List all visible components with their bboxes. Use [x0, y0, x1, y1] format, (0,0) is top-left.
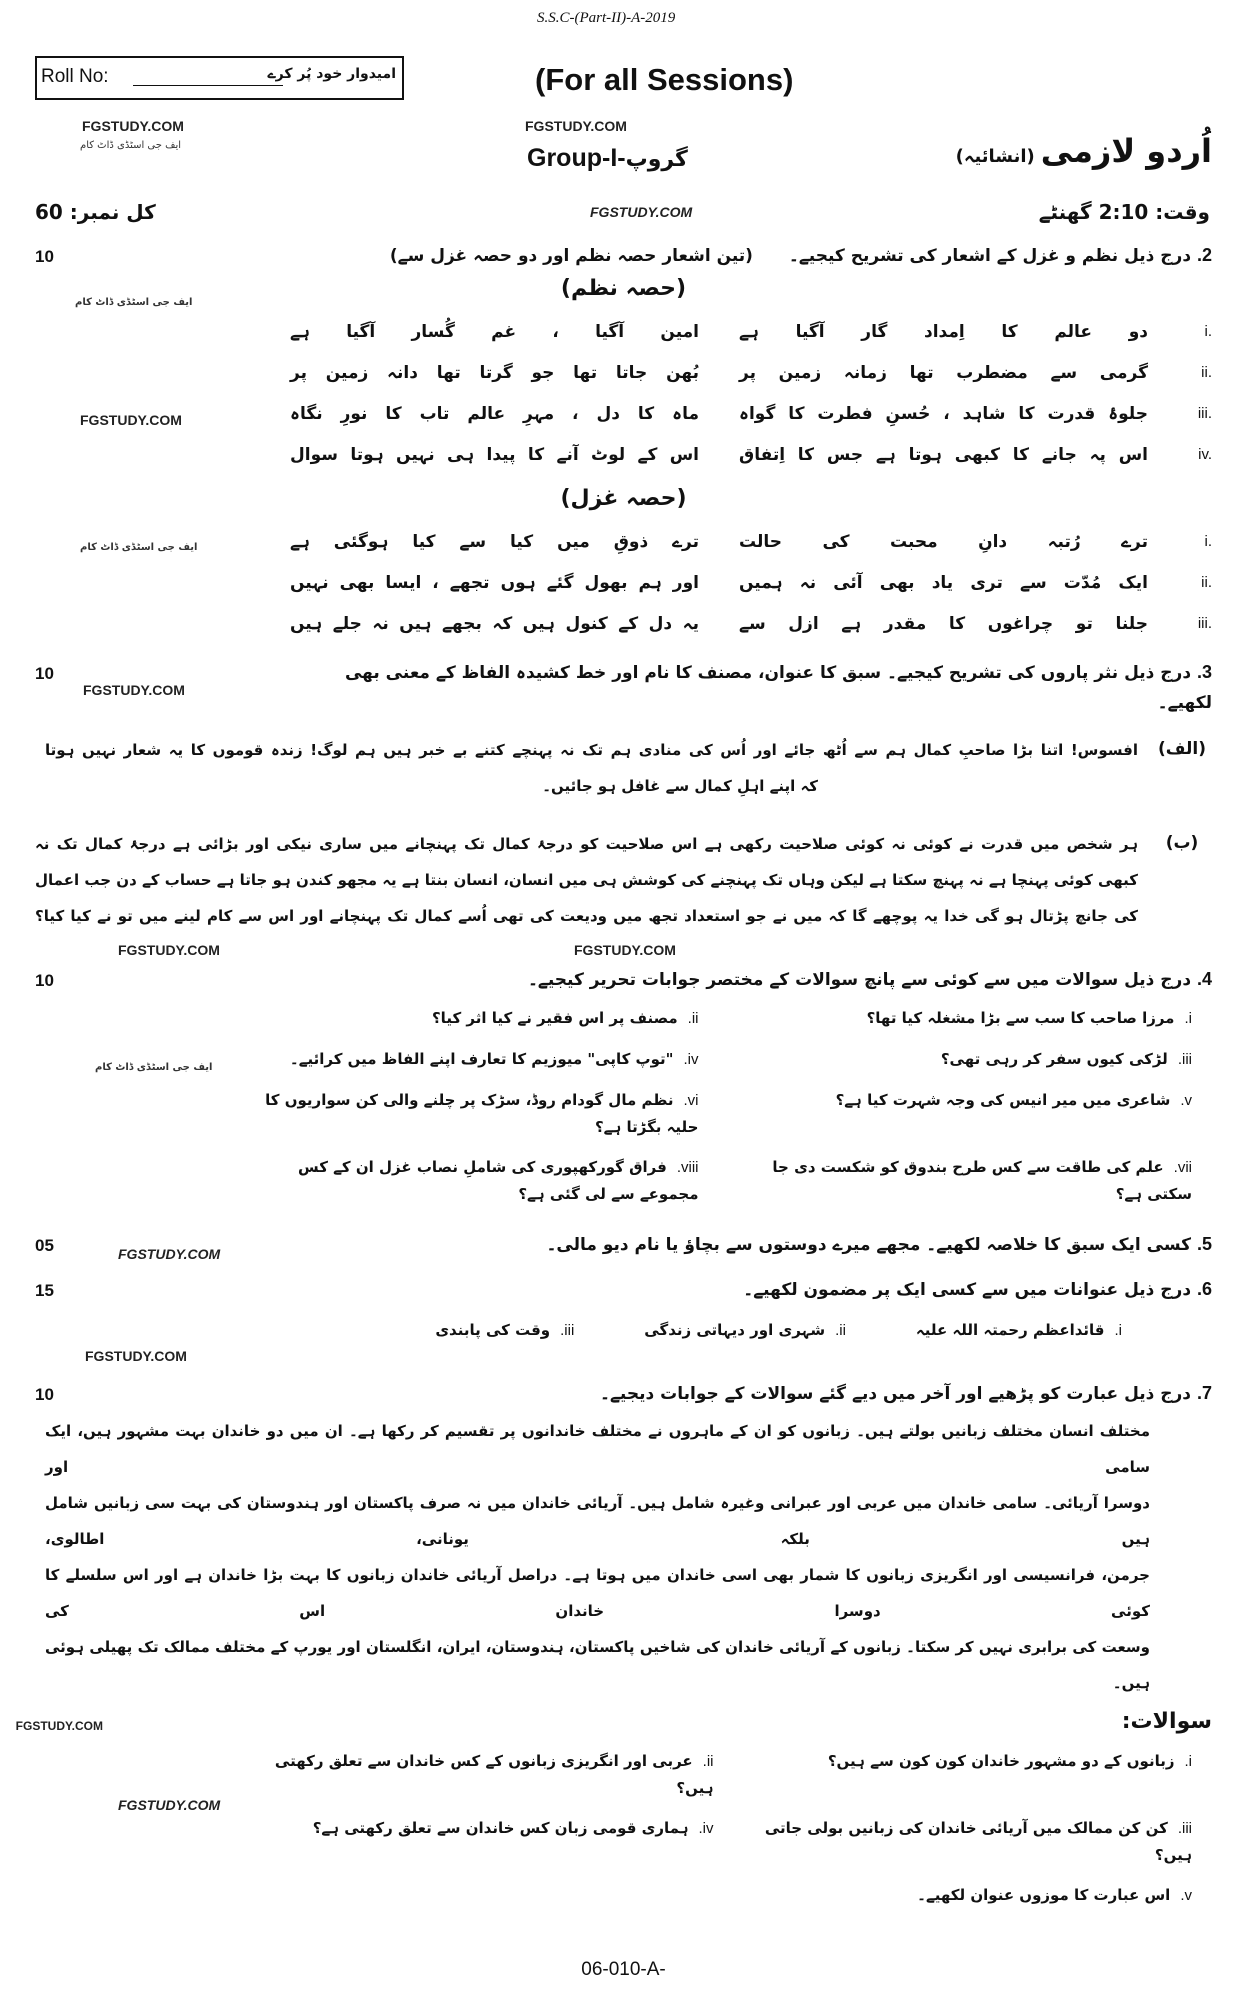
q4-item	[729, 1087, 1193, 1140]
q4-item	[235, 1005, 699, 1032]
nazm-heading-row	[35, 271, 1212, 307]
time-allowed: وقت: 2:10 گھنٹے	[1038, 200, 1210, 224]
paper-code: 06-010-A-	[581, 1959, 666, 1980]
q7-question	[744, 1748, 1193, 1801]
q3-be-line: کی جانچ پڑتال ہو گی خدا یہ پوچھے گا کہ میں نے جو استعداد تجھ میں ودیعت کی تھی اُسے کمال تک پہنچانے اور اس سے کام لینے میں تو نے کیا کیا؟	[35, 907, 1138, 925]
roll-label: Roll No:	[41, 66, 109, 87]
q6-instruction: درج ذیل عنوانات میں سے کسی ایک پر مضمون لکھیے۔	[743, 1280, 1192, 1300]
verse-number: iii.	[1197, 615, 1212, 632]
item-number: v.	[1180, 1092, 1192, 1109]
watermark-urdu: ایف جی اسٹڈی ڈاٹ کام	[80, 140, 182, 151]
watermark-urdu: ایف جی اسٹڈی ڈاٹ کام	[95, 1062, 213, 1073]
q4-item	[235, 1154, 699, 1207]
q7-marks: 10	[35, 1385, 54, 1404]
item-number: iii.	[560, 1322, 575, 1339]
q3-number: 3.	[1196, 662, 1212, 682]
watermark: FGSTUDY.COM	[15, 1719, 103, 1733]
q3-heading	[35, 657, 1212, 718]
q7-passage-line: مختلف انسان مختلف زبانیں بولتے ہیں۔ زبانوں کو ان کے ماہروں نے مختلف خاندانوں پر تقسیم کر رکھا ہے۔ ان میں دو خاندان بہت مشہور ہیں، ایک سامی اور	[45, 1422, 1150, 1476]
watermark: FGSTUDY.COM	[83, 682, 185, 698]
item-text: وقت کی پابندی	[435, 1321, 551, 1339]
q4-instruction: درج ذیل سوالات میں سے کوئی سے پانچ سوالات کے مختصر جوابات تحریر کیجیے۔	[527, 970, 1192, 990]
item-number: ii.	[702, 1753, 714, 1770]
verse-number: iii.	[1197, 405, 1212, 422]
watermark: FGSTUDY.COM	[85, 1348, 187, 1364]
item-text: فراق گورکھپوری کی شاملِ نصاب غزل ان کے کس مجموعے سے لی گئی ہے؟	[297, 1158, 699, 1203]
item-text: نظم مال گودام روڈ، سڑک پر چلنے والی کن سواریوں کا حلیہ بگڑتا ہے؟	[265, 1091, 699, 1136]
verse-number: i.	[1204, 533, 1212, 550]
item-text: مصنف پر اس فقیر نے کیا اثر کیا؟	[431, 1009, 678, 1027]
q3-alif-label: (الف)	[1158, 739, 1206, 759]
roll-note: امیدوار خود پُر کرے	[267, 66, 396, 82]
verse-line	[35, 568, 1212, 598]
q3-be-line: کبھی کوئی پہنچا ہے نہ پہنچ سکتا ہے لیکن وہاں تک پہنچنے کی کوشش ہی میں انسان، انسان بنتا ہے یہ مجھو کندن ہو جاتا ہے حساب کے دن جب اعمال	[35, 871, 1138, 889]
q4-number: 4.	[1196, 969, 1212, 989]
item-number: iv.	[698, 1820, 714, 1837]
verse-number: i.	[1204, 323, 1212, 340]
item-number: i.	[1184, 1010, 1192, 1027]
q7-number: 7.	[1196, 1383, 1212, 1403]
q7-question	[744, 1882, 1193, 1909]
q7-passage-line: دوسرا آریائی۔ سامی خاندان میں عربی اور عبرانی وغیرہ شامل ہیں۔ آریائی خاندان میں نہ صرف پاکستان اور ہندوستان کی بہت سی زبانیں شامل ہیں بلکہ یونانی، اطالوی،	[45, 1494, 1150, 1548]
q7-heading	[35, 1378, 1212, 1409]
second-hemistich: یہ دل کے کنول ہیں کہ بجھے ہیں نہ جلے ہیں	[290, 614, 699, 634]
verse-line	[35, 527, 1212, 557]
verse-line	[35, 609, 1212, 639]
second-hemistich: بُھن جاتا تھا جو گرتا تھا دانہ زمین پر	[290, 363, 699, 383]
item-number: i.	[1114, 1322, 1122, 1339]
q2-heading	[35, 240, 1212, 271]
q7-question	[744, 1815, 1193, 1868]
q4-item	[729, 1005, 1193, 1032]
item-text: مرزا صاحب کا سب سے بڑا مشغلہ کیا تھا؟	[866, 1009, 1175, 1027]
second-hemistich: اس کے لوٹ آنے کا پیدا ہی نہیں ہوتا سوال	[290, 445, 699, 465]
first-hemistich: جلنا تو چراغوں کا مقدر ہے ازل سے	[739, 614, 1148, 634]
watermark: FGSTUDY.COM	[118, 942, 220, 958]
q3-be-label: (ب)	[1165, 833, 1199, 853]
q4-item	[729, 1046, 1193, 1073]
sessions-title: (For all Sessions)	[535, 62, 794, 97]
watermark: FGSTUDY.COM	[525, 118, 627, 134]
second-hemistich: ترے ذوقِ میں کیا سے کیا ہوگئی ہے	[290, 532, 699, 552]
q7-passage-line: جرمن، فرانسیسی اور انگریزی زبانوں کا شمار بھی اسی خاندان میں ہوتا ہے۔ دراصل آریائی خاندان زبانوں کا بہت بڑا خاندان ہے اور اس سلسلے کا کوئی دوسرا خاندان اس کی	[45, 1566, 1150, 1620]
group-ur: گروپ	[625, 147, 688, 172]
second-hemistich: امین آگیا ، غم گُسار آگیا ہے	[290, 322, 699, 342]
group-label	[527, 144, 688, 173]
questions-heading-row	[15, 1707, 1212, 1738]
watermark: FGSTUDY.COM	[574, 942, 676, 958]
q2-instruction: درج ذیل نظم و غزل کے اشعار کی تشریح کیجیے۔	[788, 246, 1192, 266]
item-text: اس عبارت کا موزوں عنوان لکھیے۔	[917, 1886, 1171, 1904]
item-text: شہری اور دیہاتی زندگی	[644, 1321, 826, 1339]
first-hemistich: دو عالم کا اِمداد گار آگیا ہے	[739, 322, 1148, 342]
q6-heading	[35, 1274, 1212, 1305]
verse-line	[35, 440, 1212, 470]
q2-note: (تین اشعار حصہ نظم اور دو حصہ غزل سے)	[389, 246, 753, 266]
item-text: ہماری قومی زبان کس خاندان سے تعلق رکھتی ہے؟	[312, 1819, 689, 1837]
first-hemistich: گرمی سے مضطرب تھا زمانہ زمین پر	[739, 363, 1148, 383]
item-text: زبانوں کے دو مشہور خاندان کون کون سے ہیں؟	[827, 1752, 1175, 1770]
q3-alif-line: کہ اپنے اہلِ کمال سے غافل ہو جائیں۔	[542, 777, 818, 795]
q5-number: 5.	[1196, 1234, 1212, 1254]
q6-item	[435, 1317, 574, 1344]
q4-item	[235, 1046, 699, 1073]
q7-passage	[35, 1409, 1212, 1701]
q3-be	[35, 826, 1212, 934]
watermark: FGSTUDY.COM	[118, 1797, 221, 1813]
second-hemistich: اور ہم بھول گئے ہوں تجھے ، ایسا بھی نہیں	[290, 573, 699, 593]
item-number: iv.	[683, 1051, 699, 1068]
q3-be-line: ہر شخص میں قدرت نے کوئی نہ کوئی صلاحیت رکھی ہے اس صلاحیت کو درجۂ کمال تک پہنچانے میں ساری نیکی اور بڑائی ہے درجۂ کمال تک نہ	[35, 835, 1138, 853]
q3-instruction: درج ذیل نثر پاروں کی تشریح کیجیے۔ سبق کا عنوان، مصنف کا نام اور خط کشیدہ الفاظ کے معنی بھی لکھیے۔	[344, 663, 1212, 713]
item-number: iii.	[1177, 1051, 1192, 1068]
q3-alif	[35, 732, 1212, 804]
watermark-urdu: ایف جی اسٹڈی ڈاٹ کام	[80, 542, 198, 553]
item-number: iii.	[1177, 1820, 1192, 1837]
paper-header	[0, 0, 1250, 232]
q7-question	[265, 1748, 714, 1801]
roll-blank-line	[133, 85, 283, 86]
watermark: FGSTUDY.COM	[82, 118, 184, 134]
watermark: FGSTUDY.COM	[80, 412, 182, 428]
item-text: شاعری میں میر انیس کی وجہ شہرت کیا ہے؟	[835, 1091, 1171, 1109]
q3-alif-line: افسوس! اتنا بڑا صاحبِ کمال ہم سے اُٹھ جائے اور اُس کی منادی ہم تک نہ پہنچے کتنے بے خبر ہیں ہم لوگ! زندہ قوموں کا یہ شعار نہیں ہوتا	[45, 741, 1138, 759]
item-number: i.	[1184, 1753, 1192, 1770]
q6-items	[35, 1317, 1212, 1344]
q2-number: 2.	[1196, 245, 1212, 265]
verse-line	[35, 358, 1212, 388]
verse-number: iv.	[1198, 446, 1212, 463]
q2-marks: 10	[35, 247, 54, 266]
q4-item	[235, 1087, 699, 1140]
ghazal-heading-row	[35, 481, 1212, 517]
q7-instruction: درج ذیل عبارت کو پڑھیے اور آخر میں دیے گئے سوالات کے جوابات دیجیے۔	[600, 1384, 1192, 1404]
q5-heading	[35, 1229, 1212, 1260]
questions-heading: سوالات:	[1121, 1709, 1212, 1734]
item-text: علم کی طاقت سے کس طرح بندوق کو شکست دی جا سکتی ہے؟	[772, 1158, 1192, 1203]
item-number: vii.	[1173, 1159, 1192, 1176]
verse-line	[35, 317, 1212, 347]
item-text: عربی اور انگریزی زبانوں کے کس خاندان سے تعلق رکھتی ہیں؟	[274, 1752, 714, 1797]
q4-marks: 10	[35, 971, 54, 990]
nazm-heading: (حصہ نظم)	[560, 276, 687, 301]
paper-body	[0, 240, 1250, 2001]
exam-code: S.S.C-(Part-II)-A-2019	[537, 10, 676, 26]
first-hemistich: اس پہ جانے کا کبھی ہوتا ہے جس کا اِتفاق	[739, 445, 1148, 465]
verse-number: ii.	[1201, 364, 1212, 381]
subject-title	[956, 132, 1212, 170]
ghazal-heading: (حصہ غزل)	[560, 486, 687, 511]
subject-sub: (انشائیہ)	[955, 146, 1035, 167]
ghazal-verses	[35, 527, 1212, 639]
watermark: FGSTUDY.COM	[118, 1246, 221, 1262]
item-number: ii.	[835, 1322, 846, 1339]
q7-questions	[35, 1748, 1212, 1909]
group-en: Group-I-	[527, 144, 626, 172]
q4-items	[35, 1005, 1212, 1207]
second-hemistich: ماہ کا دل ، مہرِ عالم تاب کا نورِ نگاہ	[290, 404, 699, 424]
verse-line	[35, 399, 1212, 429]
q5-marks: 05	[35, 1236, 54, 1255]
q7-question	[265, 1815, 714, 1868]
item-number: viii.	[676, 1159, 699, 1176]
watermark-urdu: ایف جی اسٹڈی ڈاٹ کام	[75, 297, 193, 308]
verse-number: ii.	[1201, 574, 1212, 591]
watermark-row	[35, 1348, 1212, 1368]
q6-number: 6.	[1196, 1279, 1212, 1299]
q4-heading	[35, 964, 1212, 995]
item-number: ii.	[687, 1010, 699, 1027]
first-hemistich: ترے رُتبہ دانِ محبت کی حالت	[739, 532, 1148, 552]
q3-marks: 10	[35, 664, 54, 683]
item-text: قائداعظم رحمتہ اللہ علیہ	[915, 1321, 1105, 1339]
q6-item	[644, 1317, 846, 1344]
item-text: کن کن ممالک میں آریائی خاندان کی زبانیں بولی جاتی ہیں؟	[764, 1819, 1192, 1864]
total-marks: کل نمبر: 60	[35, 200, 156, 224]
first-hemistich: جلوۂ قدرت کا شاہد ، حُسنِ فطرت کا گواہ	[739, 404, 1148, 424]
q4-item	[729, 1154, 1193, 1207]
first-hemistich: ایک مُدّت سے تری یاد بھی آئی نہ ہمیں	[739, 573, 1148, 593]
q5-instruction: کسی ایک سبق کا خلاصہ لکھیے۔ مجھے میرے دوستوں سے بچاؤ یا نام دیو مالی۔	[546, 1235, 1192, 1255]
subject-name: اُردو لازمی	[1040, 132, 1212, 170]
q6-item	[916, 1317, 1122, 1344]
q6-marks: 15	[35, 1281, 54, 1300]
item-text: لڑکی کیوں سفر کر رہی تھی؟	[940, 1050, 1168, 1068]
item-text: "توپ کاپی" میوزیم کا تعارف اپنے الفاظ میں کرائیے۔	[289, 1050, 674, 1068]
roll-number-box[interactable]	[35, 56, 404, 100]
watermark: FGSTUDY.COM	[590, 204, 693, 220]
q7-passage-line: وسعت کی برابری نہیں کر سکتا۔ زبانوں کے آریائی خاندان کی شاخیں پاکستان، ہندوستان، ایران، انگلستان اور یورپ کے مختلف ممالک تک پھیلی ہوئی ہیں۔	[45, 1638, 1150, 1692]
item-number: v.	[1180, 1887, 1192, 1904]
nazm-verses	[35, 317, 1212, 470]
watermark-row	[35, 942, 1212, 962]
item-number: vi.	[683, 1092, 699, 1109]
